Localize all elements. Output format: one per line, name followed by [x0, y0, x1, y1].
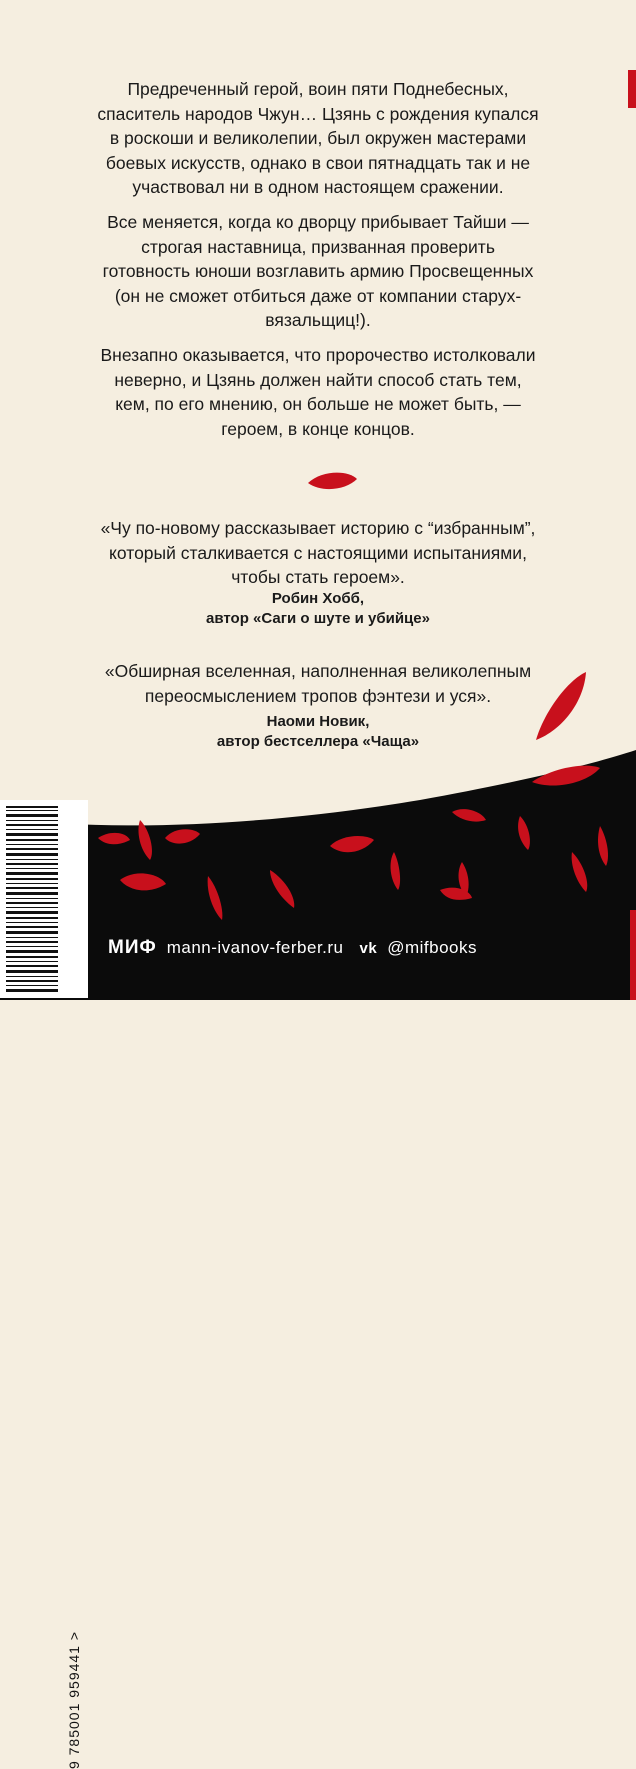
quote-attribution-1	[95, 589, 541, 629]
petal	[536, 672, 586, 740]
synopsis-paragraph-3: Внезапно оказывается, что пророчество истолковали неверно, и Цзянь должен найти способ стать тем, кем, по его мнению, он больше не может быть, — героем, в конце концов.	[100, 345, 536, 439]
isbn-digits: 9 785001 959441 >	[66, 1630, 82, 1769]
quote-credit-2: автор бестселлера «Чаща»	[216, 733, 420, 750]
quote-author-2: Наоми Новик,	[266, 713, 370, 730]
quote-attribution-2	[95, 712, 541, 752]
social-handle: @mifbooks	[387, 938, 477, 957]
barcode-bars	[0, 800, 88, 998]
publisher-footer	[108, 936, 477, 960]
quote-author-1: Робин Хобб,	[271, 590, 365, 607]
red-spine-strip-bottom	[630, 910, 636, 1000]
petal	[308, 473, 357, 489]
publisher-website: mann-ivanov-ferber.ru	[166, 938, 344, 957]
synopsis-paragraph-2: Все меняется, когда ко дворцу прибывает Тайши — строгая наставница, призванная проверить готовность юноши возглавить армию Просвещенных (он не сможет отбиться даже от компании старух-вязальщиц!).	[102, 212, 534, 330]
barcode	[0, 800, 88, 1769]
black-wave	[0, 750, 636, 1000]
vk-icon: vk	[359, 939, 378, 957]
review-quote-1: «Чу по-новому рассказывает историю с “избранным”, который сталкивается с настоящими испытаниями, чтобы стать героем».	[100, 518, 536, 587]
review-quote-2: «Обширная вселенная, наполненная великолепным переосмыслением тропов фэнтези и уся».	[104, 661, 532, 706]
publisher-logo: МИФ	[108, 937, 157, 958]
red-spine-strip-top	[628, 70, 636, 108]
synopsis-paragraph-1: Предреченный герой, воин пяти Поднебесных, спаситель народов Чжун… Цзянь с рождения купался в роскоши и великолепии, был окружен мастерами боевых искусств, однако в свои пятнадцать так и не участвовал ни в одном настоящем сражении.	[97, 79, 539, 197]
quote-credit-1: автор «Саги о шуте и убийце»	[206, 610, 430, 627]
